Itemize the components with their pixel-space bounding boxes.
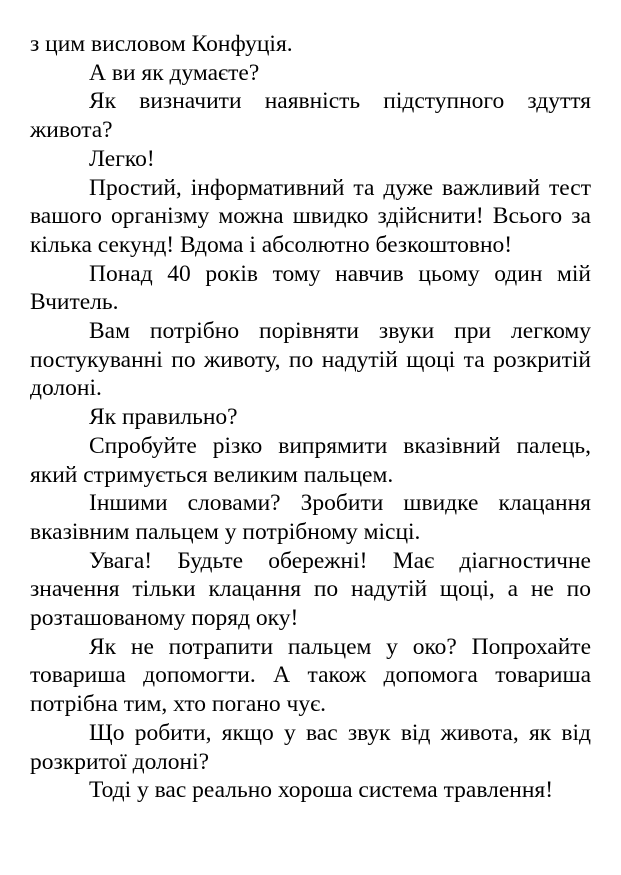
paragraph: Що робити, якщо у вас звук від живота, як від розкритої долоні? [30,719,591,775]
paragraph: Простий, інформативний та дуже важливий тест вашого організму можна швидко здійснити! Всього за кілька секунд! Вдома і абсолютно безкоштовно! [30,174,591,258]
document-page [30,30,591,805]
paragraph: Вам потрібно порівняти звуки при легкому постукуванні по животу, по надутій щоці та розкритій долоні. [30,318,591,402]
paragraph: Легко! [89,145,155,172]
paragraph: Спробуйте різко випрямити вказівний палець, який стримується великим пальцем. [30,432,591,488]
paragraph: Понад 40 років тому навчив цьому один мій Вчитель. [30,260,591,316]
paragraph: Іншими словами? Зробити швидке клацання вказівним пальцем у потрібному місці. [30,490,591,545]
paragraph: А ви як думаєте? [89,59,260,86]
paragraph: Увага! Будьте обережні! Має діагностичне значення тільки клацання по надутій щоці, а не по розташованому поряд оку! [30,547,591,632]
paragraph: Як не потрапити пальцем у око? Попрохайте товариша допомогти. А також допомога товариша потрібна тим, хто погано чує. [30,633,591,718]
paragraph: Тоді у вас реально хороша система травлення! [89,777,554,804]
paragraph-continuation: з цим висловом Конфуція. [30,31,293,57]
paragraph: Як правильно? [89,404,238,431]
paragraph: Як визначити наявність підступного здуття живота? [30,88,591,144]
